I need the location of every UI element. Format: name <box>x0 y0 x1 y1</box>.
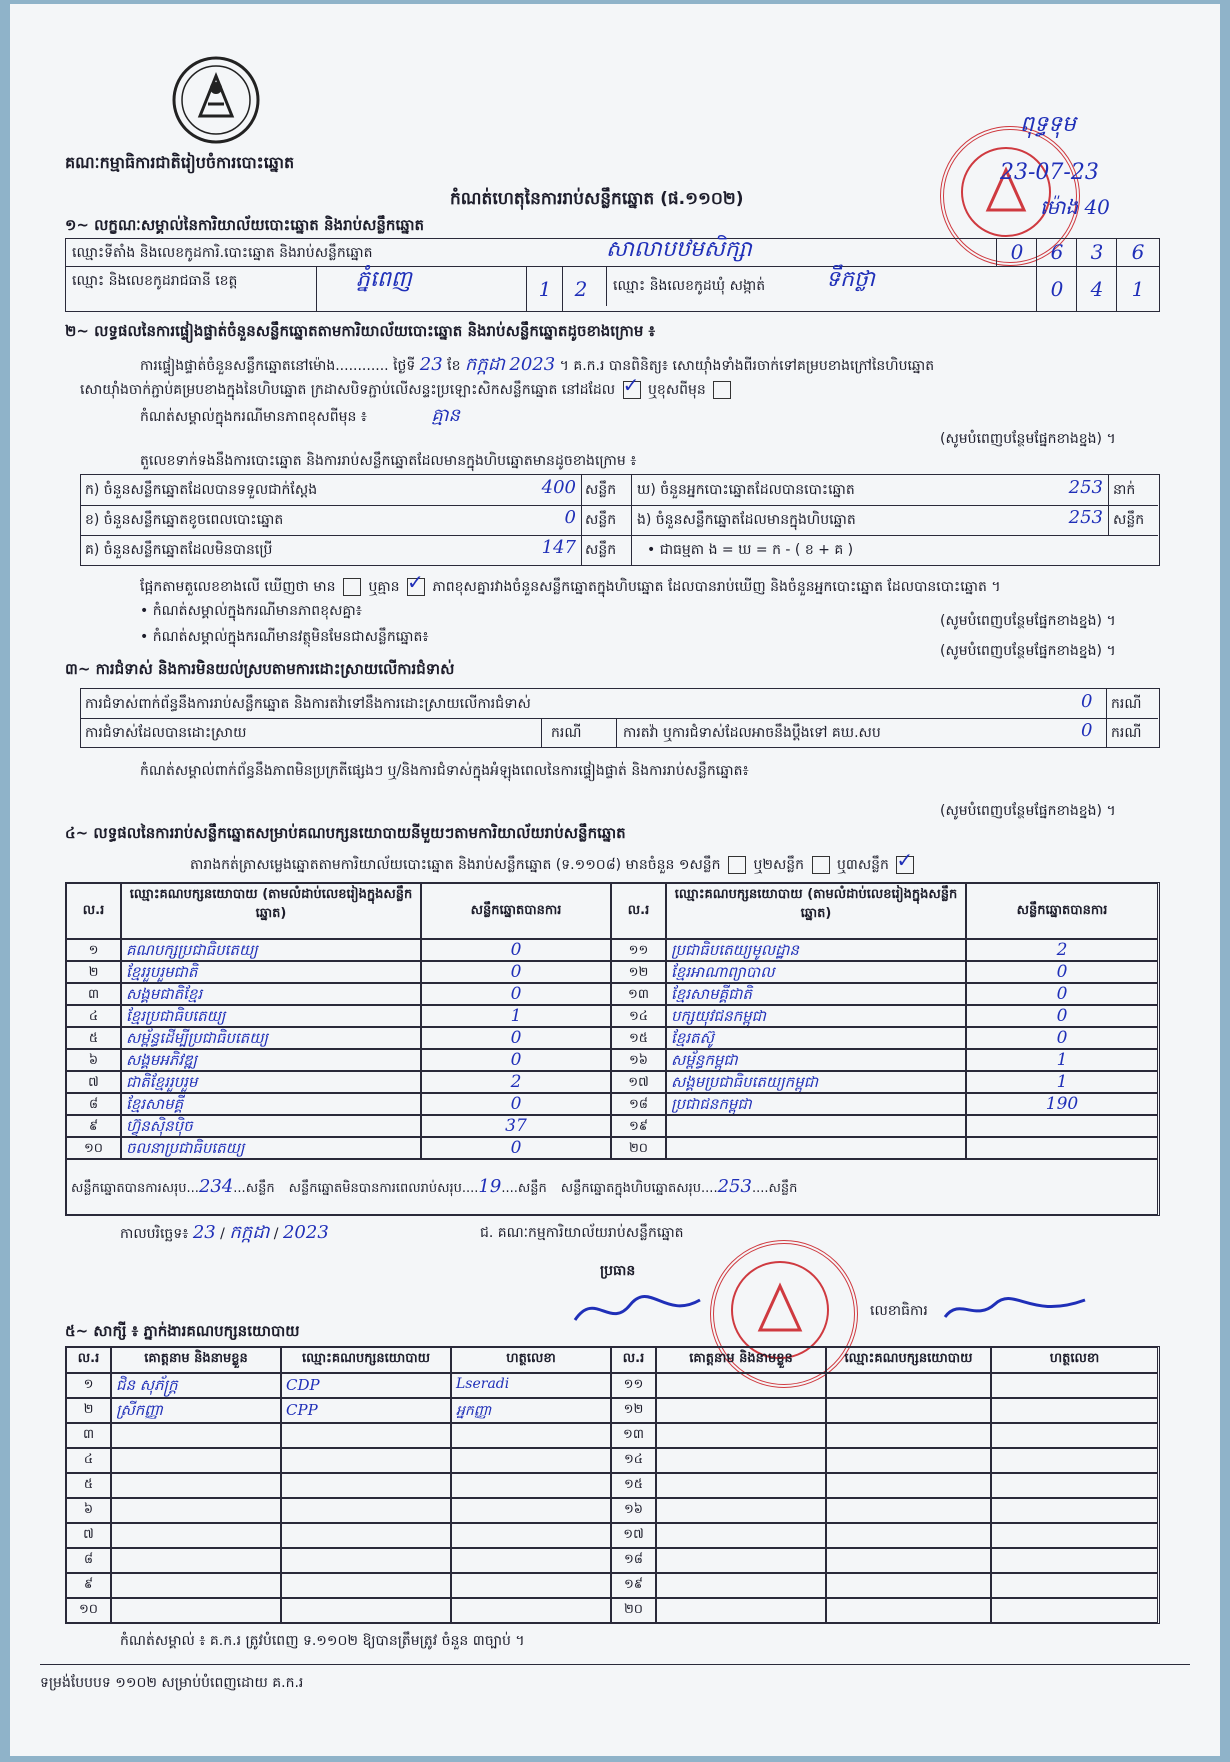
result-row-no: ៥ <box>66 1027 121 1049</box>
result-row-no: ៦ <box>66 1049 121 1071</box>
witness-row-name[interactable] <box>111 1523 281 1548</box>
witness-row-party[interactable] <box>281 1598 451 1623</box>
witness-row-no: ៧ <box>66 1523 111 1548</box>
witness-row-signature[interactable] <box>451 1448 611 1473</box>
president-label: ប្រធាន <box>600 1263 636 1279</box>
witness-row-signature[interactable] <box>991 1448 1158 1473</box>
objections-label: ការជំទាស់ពាក់ព័ន្ធនឹងការរាប់សន្លឹកឆ្នោត និងការតវ៉ាទៅនឹងការដោះស្រាយលើការជំទាស់ <box>85 696 531 712</box>
changed-checkbox[interactable] <box>713 381 731 399</box>
witness-row-signature[interactable]: អ្នកញ្ញា <box>451 1398 611 1423</box>
witness-row-name[interactable] <box>111 1548 281 1573</box>
result-row-no: ៩ <box>66 1115 121 1137</box>
witness-row-name[interactable] <box>656 1423 826 1448</box>
figures-table: ក) ចំនួនសន្លឹកឆ្នោតដែលបានទទួលជាក់ស្តែង 400 សន្លឹក ខ) ចំនួនសន្លឹកឆ្នោតខូចពេលបោះឆ្នោត 0 សន្លឹក គ) ចំនួនសន្លឹកឆ្នោតដែលមិនបានប្រើ 147 សន្លឹក ឃ) ចំនួនអ្នកបោះឆ្នោតដែលបានបោះឆ្នោត 253 នាក់ ង) ចំនួនសន្លឹកឆ្នោតដែលមានក្នុងហិបឆ្នោត 253 សន្លឹក • ជាធម្មតា ង = ឃ = ក - ( ខ + គ ) <box>80 474 1160 566</box>
in-box-value: 253 <box>1068 507 1103 528</box>
two-sheet-checkbox[interactable] <box>812 856 830 874</box>
result-row-votes: 1 <box>966 1049 1158 1071</box>
result-row-no: ៤ <box>66 1005 121 1027</box>
witness-row-no: ៥ <box>66 1473 111 1498</box>
witness-row-signature[interactable] <box>991 1473 1158 1498</box>
form-title: កំណត់ហេតុនៃការរាប់សន្លឹកឆ្នោត (ផ.១១០២) <box>450 189 744 209</box>
col-header-votes: សន្លឹកឆ្នោតបានការ <box>421 883 611 939</box>
result-row-no: ៧ <box>66 1071 121 1093</box>
witness-row-signature[interactable]: Lseradi <box>451 1373 611 1398</box>
province-code-digit: 2 <box>562 266 599 312</box>
section3-title: ៣~ ការជំទាស់ និងការមិនយល់ស្របតាមការដោះស្រាយលើការជំទាស់ <box>65 660 455 678</box>
footnote: កំណត់សម្គាល់ ៖ គ.ក.រ ត្រូវបំពេញ ទ.១១០២ ឱ្យបានត្រឹមត្រូវ ចំនួន ៣ច្បាប់ ។ <box>120 1633 525 1649</box>
witness-row-signature[interactable] <box>991 1548 1158 1573</box>
witness-row-name[interactable] <box>111 1423 281 1448</box>
witness-row-signature[interactable] <box>991 1523 1158 1548</box>
witness-header-party: ឈ្មោះគណបក្សនយោបាយ <box>826 1347 991 1373</box>
result-row-party: សង្គមអភិវឌ្ឍ <box>121 1049 421 1071</box>
witness-row-signature[interactable] <box>451 1598 611 1623</box>
result-row-votes: 0 <box>966 983 1158 1005</box>
voters-label: ឃ) ចំនួនអ្នកបោះឆ្នោតដែលបានបោះឆ្នោត <box>637 482 855 498</box>
org-name: គណៈកម្មាធិការជាតិរៀបចំការបោះឆ្នោត <box>65 153 295 172</box>
president-signature-icon <box>570 1290 710 1330</box>
witness-row-no: ២ <box>66 1398 111 1423</box>
resolved-label: ការជំទាស់ដែលបានដោះស្រាយ <box>85 725 247 741</box>
result-row-no: ៨ <box>66 1093 121 1115</box>
secretary-signature-icon <box>940 1292 1090 1328</box>
result-row-party: សង្គមជាតិខ្មែរ <box>121 983 421 1005</box>
witness-row-name[interactable] <box>656 1398 826 1423</box>
witness-row-party[interactable] <box>826 1523 991 1548</box>
witness-header-party: ឈ្មោះគណបក្សនយោបាយ <box>281 1347 451 1373</box>
section1-title: ១~ លក្ខណៈសម្គាល់នៃការិយាល័យបោះឆ្នោត និងរាប់សន្លឹកឆ្នោត <box>65 216 425 234</box>
witness-row-name[interactable] <box>656 1448 826 1473</box>
col-header-party: ឈ្មោះគណបក្សនយោបាយ (តាមលំដាប់លេខរៀងក្នុងសន្លឹកឆ្នោត) <box>666 883 966 939</box>
witness-row-signature[interactable] <box>991 1498 1158 1523</box>
witness-row-name[interactable] <box>111 1473 281 1498</box>
result-row-party: ខ្មែរអាណាព្យាបាល <box>666 961 966 983</box>
result-row-no: ១៧ <box>611 1071 666 1093</box>
station-code-digit: 6 <box>1036 239 1077 267</box>
result-row-votes: 2 <box>966 939 1158 961</box>
result-row-party: ខ្មែរសាមគ្គី <box>121 1093 421 1115</box>
witness-row-signature[interactable] <box>451 1473 611 1498</box>
result-row-votes: 190 <box>966 1093 1158 1115</box>
result-row-votes: 2 <box>421 1071 611 1093</box>
section4-title: ៤~ លទ្ធផលនៃការរាប់សន្លឹកឆ្នោតសម្រាប់គណបក្សនយោបាយនីមួយៗតាមការិយាល័យរាប់សន្លឹកឆ្នោត <box>65 824 626 842</box>
witness-row-name[interactable] <box>656 1548 826 1573</box>
bullet-difference: • កំណត់សម្គាល់ក្នុងករណីមានភាពខុសគ្នា៖ <box>140 603 362 619</box>
spoiled-label: ខ) ចំនួនសន្លឹកឆ្នោតខូចពេលបោះឆ្នោត <box>85 512 284 528</box>
result-row-no: ១១ <box>611 939 666 961</box>
witness-table <box>65 1346 1160 1624</box>
formula: • ជាធម្មតា ង = ឃ = ក - ( ខ + គ ) <box>647 542 854 558</box>
result-row-party: ប្រជាជនកម្ពុជា <box>666 1093 966 1115</box>
col-header-party: ឈ្មោះគណបក្សនយោបាយ (តាមលំដាប់លេខរៀងក្នុងសន្លឹកឆ្នោត) <box>121 883 421 939</box>
witness-row-signature[interactable] <box>451 1498 611 1523</box>
result-row-no: ១៣ <box>611 983 666 1005</box>
witness-row-name[interactable] <box>111 1573 281 1598</box>
result-row-votes: 0 <box>966 961 1158 983</box>
col-header-votes: សន្លឹកឆ្នោតបានការ <box>966 883 1158 939</box>
witness-row-no: ៦ <box>66 1498 111 1523</box>
result-row-party <box>666 1115 966 1137</box>
nec-emblem-icon <box>170 54 262 146</box>
witness-row-no: ១១ <box>611 1373 656 1398</box>
unused-label: គ) ចំនួនសន្លឹកឆ្នោតដែលមិនបានប្រើ <box>85 542 273 558</box>
commune-code-digit: 0 <box>1036 266 1077 312</box>
witness-row-no: ១៧ <box>611 1523 656 1548</box>
result-row-votes <box>966 1137 1158 1159</box>
witness-row-signature[interactable] <box>991 1423 1158 1448</box>
witness-row-no: ១៩ <box>611 1573 656 1598</box>
total-valid-value: 234 <box>198 1176 234 1197</box>
result-row-votes: 0 <box>966 1005 1158 1027</box>
stamp-emblem-icon <box>944 130 1068 254</box>
objections-table: ការជំទាស់ពាក់ព័ន្ធនឹងការរាប់សន្លឹកឆ្នោត និងការតវ៉ាទៅនឹងការដោះស្រាយលើការជំទាស់ 0 ករណី ការជំទាស់ដែលបានដោះស្រាយ ករណី ការតវ៉ា ឬការជំទាស់ដែលអាចនឹងប្តឹងទៅ គឃ.សប 0 ករណី <box>80 688 1160 748</box>
result-row-party: សម្ព័ន្ធកម្ពុជា <box>666 1049 966 1071</box>
difference-line: ផ្អែកតាមតួលេខខាងលើ ឃើញថា មាន ឬគ្មាន ✓ ភាពខុសគ្នារវាងចំនួនសន្លឹកឆ្នោតក្នុងហិបឆ្នោត ដែលបានរាប់ឃើញ និងចំនួនអ្នកបោះឆ្នោត ដែលបានបោះឆ្នោត ។ <box>140 578 1001 596</box>
station-label: ឈ្មោះទីតាំង និងលេខកូដការិ.បោះឆ្នោត និងរាប់សន្លឹកឆ្នោត <box>72 245 373 261</box>
result-row-party: ជាតិខ្មែររួបរួម <box>121 1071 421 1093</box>
witness-row-name[interactable] <box>656 1498 826 1523</box>
witness-header-name: គោត្តនាម និងនាមខ្លួន <box>111 1347 281 1373</box>
total-box-label: សន្លឹកឆ្នោតក្នុងហិបឆ្នោតសរុប <box>560 1181 702 1196</box>
witness-row-party[interactable] <box>826 1573 991 1598</box>
result-row-no: ១២ <box>611 961 666 983</box>
witness-row-party[interactable] <box>826 1423 991 1448</box>
result-row-party: បក្សយុវជនកម្ពុជា <box>666 1005 966 1027</box>
witness-row-name[interactable] <box>656 1573 826 1598</box>
witness-row-party[interactable] <box>826 1548 991 1573</box>
witness-row-name[interactable] <box>656 1598 826 1623</box>
witness-row-name[interactable] <box>111 1448 281 1473</box>
witness-row-party[interactable] <box>281 1573 451 1598</box>
station-name: សាលាបឋមសិក្សា <box>606 237 752 262</box>
witness-row-no: ១ <box>66 1373 111 1398</box>
station-code-digit: 6 <box>1116 239 1159 267</box>
province-code-digit: 1 <box>526 266 563 312</box>
result-row-votes: 0 <box>421 1093 611 1115</box>
result-row-party: ខ្មែរប្រជាធិបតេយ្យ <box>121 1005 421 1027</box>
three-sheet-checkbox[interactable] <box>896 856 914 874</box>
result-row-party: ខ្មែររួបរួមជាតិ <box>121 961 421 983</box>
commune-label: ឈ្មោះ និងលេខកូដឃុំ សង្កាត់ <box>606 266 765 306</box>
result-row-votes: 0 <box>966 1027 1158 1049</box>
witness-row-no: ១៨ <box>611 1548 656 1573</box>
result-row-party: ប្រជាធិបតេយ្យមូលដ្ឋាន <box>666 939 966 961</box>
result-row-no: ១៦ <box>611 1049 666 1071</box>
province-name: ភ្នំពេញ <box>356 267 412 292</box>
result-row-no: ១០ <box>66 1137 121 1159</box>
witness-row-no: ៩ <box>66 1573 111 1598</box>
witness-row-no: ១៣ <box>611 1423 656 1448</box>
result-row-votes: 0 <box>421 1137 611 1159</box>
received-value: 400 <box>541 477 576 498</box>
irregularity-note: កំណត់សម្គាល់ពាក់ព័ន្ធនឹងភាពមិនប្រក្រតីផ្សេងៗ ឬ/និងការជំទាស់ក្នុងអំឡុងពេលនៃការផ្ទៀងផ្ទាត់ និងការរាប់សន្លឹកឆ្នោត៖ <box>140 763 749 779</box>
result-row-votes: 37 <box>421 1115 611 1137</box>
witness-row-no: ១៦ <box>611 1498 656 1523</box>
difference-note-line: កំណត់សម្គាល់ក្នុងករណីមានភាពខុសពីមុន ៖ គ្មាន <box>140 405 460 426</box>
witness-header-no: ល.រ <box>611 1347 656 1373</box>
witness-row-signature[interactable] <box>991 1398 1158 1423</box>
stamp-note-1: ពុទ្ធទុម <box>1020 112 1076 137</box>
witness-row-name[interactable]: ស្រីកញ្ញា <box>111 1398 281 1423</box>
witness-row-party[interactable] <box>281 1523 451 1548</box>
witness-row-party[interactable] <box>281 1423 451 1448</box>
objections-value: 0 <box>1081 691 1093 712</box>
result-row-party: សង្គមប្រជាធិបតេយ្យកម្ពុជា <box>666 1071 966 1093</box>
ballot-count-report: គណៈកម្មាធិការជាតិរៀបចំការបោះឆ្នោត កំណត់ហេតុនៃការរាប់សន្លឹកឆ្នោត (ផ.១១០២) ពុទ្ធទុម 23-07-23 ម៉ោង 40 ១~ លក្ខណៈសម្គាល់នៃការិយាល័យបោះឆ្នោត និងរាប់សន្លឹកឆ្នោត ឈ្មោះទីតាំង និងលេខកូដការិ.បោះឆ្នោត និងរាប់សន្លឹកឆ្នោត សាលាបឋមសិក្សា ឈ្មោះ និងលេខកូដរាជធានី ខេត្ត ភ្នំពេញ 1 2 ឈ្មោះ និងលេខកូដឃុំ សង្កាត់ ទឹកថ្លា 0 6 3 6 0 4 1 ២~ លទ្ធផលនៃការផ្ទៀងផ្ទាត់ចំនួនសន្លឹកឆ្នោតតាមការិយាល័យបោះឆ្នោត និងរាប់សន្លឹកឆ្នោតដូចខាងក្រោម ៖ ការផ្ទៀងផ្ទាត់ចំនួនសន្លឹកឆ្នោតនៅម៉ោង............ ថ្ងៃទី 23 ខែ កក្កដា 2023 ។ គ.ក.រ បានពិនិត្យ៖ សោយ៉ាំងទាំងពីរចាក់ទៅគម្របខាងក្រៅនៃហិបឆ្នោត សោយ៉ាំងចាក់ភ្ជាប់គម្របខាងក្នុងនៃហិបឆ្នោត ក្រដាសបិទភ្ជាប់លើសន្ទះប្រឡោះសិកសន្លឹកឆ្នោត នៅដដែល ✓ ឬខុសពីមុន កំណត់សម្គាល់ក្នុងករណីមានភាពខុសពីមុន ៖ គ្មាន (សូមបំពេញបន្ថែមផ្នែកខាងខ្នង) ។ តួលេខទាក់ទងនឹងការបោះឆ្នោត និងការរាប់សន្លឹកឆ្នោតដែលមានក្នុងហិបឆ្នោតមានដូចខាងក្រោម ៖ ក) ចំនួនសន្លឹកឆ្នោតដែលបានទទួលជាក់ស្តែង 400 សន្លឹក ខ) ចំនួនសន្លឹកឆ្នោតខូចពេលបោះឆ្នោត 0 សន្លឹក គ) ចំនួនសន្លឹកឆ្នោតដែលមិនបានប្រើ 147 សន្លឹក ឃ) ចំនួនអ្នកបោះឆ្នោតដែលបានបោះឆ្នោត 253 នាក់ ង) ចំនួនសន្លឹកឆ្នោតដែលមានក្នុងហិបឆ្នោត 253 សន្លឹក • ជាធម្មតា ង = ឃ = ក - ( ខ + គ ) ផ្អែកតាមតួលេខខាងលើ ឃើញថា មាន ឬគ្មាន ✓ ភាពខុសគ្នារវាងចំនួនសន្លឹកឆ្នោតក្នុងហិបឆ្នោត ដែលបានរាប់ឃើញ និងចំនួនអ្នកបោះឆ្នោត ដែលបានបោះឆ្នោត ។ • កំណត់សម្គាល់ក្នុងករណីមានភាពខុសគ្នា៖ (សូមបំពេញបន្ថែមផ្នែកខាងខ្នង) ។ • កំណត់សម្គាល់ក្នុងករណីមានវត្ថុមិនមែនជាសន្លឹកឆ្នោត៖ (សូមបំពេញបន្ថែមផ្នែកខាងខ្នង) ។ ៣~ ការជំទាស់ និងការមិនយល់ស្របតាមការដោះស្រាយលើការជំទាស់ ការជំទាស់ពាក់ព័ន្ធនឹងការរាប់សន្លឹកឆ្នោត និងការតវ៉ាទៅនឹងការដោះស្រាយលើការជំទាស់ 0 ករណី ការជំទាស់ដែលបានដោះស្រាយ ករណី ការតវ៉ា ឬការជំទាស់ដែលអាចនឹងប្តឹងទៅ គឃ.សប 0 ករណី កំណត់សម្គាល់ពាក់ព័ន្ធនឹងភាពមិនប្រក្រតីផ្សេងៗ ឬ/និងការជំទាស់ក្នុងអំឡុងពេលនៃការផ្ទៀងផ្ទាត់ និងការរាប់សន្លឹកឆ្នោត៖ (សូមបំពេញបន្ថែមផ្នែកខាងខ្នង) ។ ៤~ លទ្ធផលនៃការរាប់សន្លឹកឆ្នោតសម្រាប់គណបក្សនយោបាយនីមួយៗតាមការិយាល័យរាប់សន្លឹកឆ្នោត តារាងកត់ត្រាសម្លេងឆ្នោតតាមការិយាល័យបោះឆ្នោត និងរាប់សន្លឹកឆ្នោត (ទ.១១០៨) មានចំនួន ១សន្លឹក ឬ២សន្លឹក ឬ៣សន្លឹក ✓ ល.រ ឈ្មោះគណបក្សនយោបាយ (តាមលំដាប់លេខរៀងក្នុងសន្លឹកឆ្នោត) សន្លឹកឆ្នោតបានការ ១ គណបក្សប្រជាធិបតេយ្យ 0 ២ ខ្មែររួបរួមជាតិ 0 ៣ សង្គមជាតិខ្មែរ 0 ៤ ខ្មែរប្រជាធិបតេយ្យ 1 ៥ សម្ព័ន្ធដើម្បីប្រជាធិបតេយ្យ 0 ៦ សង្គមអភិវឌ្ឍ 0 ៧ ជាតិខ្មែររួបរួម 2 ៨ ខ្មែរសាមគ្គី 0 ៩ ហ៊្វុនស៊ិនប៉ិច 37 ១០ ចលនាប្រជាធិបតេយ្យ 0 ល.រ ឈ្មោះគណបក្សនយោបាយ (តាមលំដាប់លេខរៀងក្នុងសន្លឹកឆ្នោត) សន្លឹកឆ្នោតបានការ ១១ ប្រជាធិបតេយ្យមូលដ្ឋាន 2 ១២ ខ្មែរអាណាព្យាបាល 0 ១៣ ខ្មែរសាមគ្គីជាតិ 0 ១៤ បក្សយុវជនកម្ពុជា 0 ១៥ ខ្មែរតស៊ូ 0 ១៦ សម្ព័ន្ធកម្ពុជា 1 ១៧ សង្គមប្រជាធិបតេយ្យកម្ពុជា 1 ១៨ ប្រជាជនកម្ពុជា 190 ១៩ ២០ សន្លឹកឆ្នោតបានការសរុប...234...សន្លឹក សន្លឹកឆ្នោតមិនបានការពេលរាប់សរុប....19....សន្លឹក សន្លឹកឆ្នោតក្នុងហិបឆ្នោតសរុប....253....សន្លឹក កាលបរិច្ឆេទ៖ 23 / កក្កដា / 2023 ជ. គណៈកម្មការិយាល័យរាប់សន្លឹកឆ្នោត ប្រធាន លេខាធិការ ៥~ សាក្សី ៖ ភ្នាក់ងារគណបក្សនយោបាយ ល.រ គោត្តនាម និងនាមខ្លួន ឈ្មោះគណបក្សនយោបាយ ហត្ថលេខា ១ ជិន សុភ័ក្ត្រ CDP Lseradi ២ ស្រីកញ្ញា CPP អ្នកញ្ញា ៣ ៤ ៥ ៦ ៧ ៨ ៩ ១០ ល.រ គោត្តនាម និងនាមខ្លួន ឈ្មោះគណបក្សនយោបាយ ហត្ថលេខា ១១ ១២ ១៣ ១៤ ១៥ ១៦ ១៧ ១៨ ១៩ ២០ កំណត់សម្គាល់ ៖ គ.ក.រ ត្រូវបំពេញ ទ.១១០២ ឱ្យបានត្រឹមត្រូវ ចំនួន ៣ច្បាប់ ។ ទម្រង់បែបបទ ១១០២ សម្រាប់បំពេញដោយ គ.ក.រ <box>10 4 1220 1756</box>
witness-row-no: ១៥ <box>611 1473 656 1498</box>
spoiled-value: 0 <box>564 507 576 528</box>
section1-table <box>65 238 1160 312</box>
witness-row-party[interactable]: CDP <box>281 1373 451 1398</box>
result-row-party <box>666 1137 966 1159</box>
witness-row-signature[interactable] <box>451 1423 611 1448</box>
witness-row-no: ១២ <box>611 1398 656 1423</box>
witness-row-party[interactable] <box>826 1473 991 1498</box>
witness-row-signature[interactable] <box>991 1373 1158 1398</box>
witness-row-no: ៤ <box>66 1448 111 1473</box>
witness-row-signature[interactable] <box>451 1523 611 1548</box>
committee-label: ជ. គណៈកម្មការិយាល័យរាប់សន្លឹកឆ្នោត <box>480 1225 684 1241</box>
fill-note-1: (សូមបំពេញបន្ថែមផ្នែកខាងខ្នង) ។ <box>940 431 1116 447</box>
witness-row-party[interactable] <box>281 1473 451 1498</box>
result-row-votes: 0 <box>421 1027 611 1049</box>
result-row-votes: 0 <box>421 1049 611 1071</box>
province-label: ឈ្មោះ និងលេខកូដរាជធានី ខេត្ត <box>72 273 238 289</box>
witness-row-signature[interactable] <box>991 1598 1158 1623</box>
section5-title: ៥~ សាក្សី ៖ ភ្នាក់ងារគណបក្សនយោបាយ <box>65 1322 300 1340</box>
result-row-party: ចលនាប្រជាធិបតេយ្យ <box>121 1137 421 1159</box>
result-row-party: គណបក្សប្រជាធិបតេយ្យ <box>121 939 421 961</box>
voters-value: 253 <box>1068 477 1103 498</box>
result-row-votes: 0 <box>421 961 611 983</box>
col-header-no: ល.រ <box>611 883 666 939</box>
received-label: ក) ចំនួនសន្លឹកឆ្នោតដែលបានទទួលជាក់ស្តែង <box>85 482 318 498</box>
totals-row: សន្លឹកឆ្នោតបានការសរុប...234...សន្លឹក សន្លឹកឆ្នោតមិនបានការពេលរាប់សរុប....19....សន្លឹក សន្លឹកឆ្នោតក្នុងហិបឆ្នោតសរុប....253....សន្លឹក <box>66 1159 1158 1215</box>
total-invalid-label: សន្លឹកឆ្នោតមិនបានការពេលរាប់សរុប <box>288 1181 462 1196</box>
form-footer: ទម្រង់បែបបទ ១១០២ សម្រាប់បំពេញដោយ គ.ក.រ <box>40 1675 304 1691</box>
witness-row-party[interactable]: CPP <box>281 1398 451 1423</box>
results-table <box>65 882 1160 1216</box>
witness-row-party[interactable] <box>281 1448 451 1473</box>
commune-code-digit: 4 <box>1076 266 1117 312</box>
no-difference-checkbox[interactable] <box>407 578 425 596</box>
col-header-no: ល.រ <box>66 883 121 939</box>
figures-intro: តួលេខទាក់ទងនឹងការបោះឆ្នោត និងការរាប់សន្លឹកឆ្នោតដែលមានក្នុងហិបឆ្នោតមានដូចខាងក្រោម ៖ <box>140 453 637 469</box>
commune-code-digit: 1 <box>1116 266 1159 312</box>
witness-row-name[interactable] <box>656 1373 826 1398</box>
verify-line-2: សោយ៉ាំងចាក់ភ្ជាប់គម្របខាងក្នុងនៃហិបឆ្នោត ក្រដាសបិទភ្ជាប់លើសន្ទះប្រឡោះសិកសន្លឹកឆ្នោត នៅដដែល ✓ ឬខុសពីមុន <box>80 381 734 399</box>
same-checkbox[interactable] <box>623 381 641 399</box>
total-invalid-value: 19 <box>478 1176 502 1197</box>
witness-row-no: ៨ <box>66 1548 111 1573</box>
result-row-no: ១៥ <box>611 1027 666 1049</box>
result-row-party: ខ្មែរតស៊ូ <box>666 1027 966 1049</box>
total-box-value: 253 <box>717 1176 752 1197</box>
result-row-no: ១ <box>66 939 121 961</box>
result-row-votes <box>966 1115 1158 1137</box>
station-code-digit: 3 <box>1076 239 1117 267</box>
in-box-label: ង) ចំនួនសន្លឹកឆ្នោតដែលមានក្នុងហិបឆ្នោត <box>637 512 856 528</box>
secretary-label: លេខាធិការ <box>870 1303 928 1319</box>
result-row-votes: 1 <box>421 1005 611 1027</box>
result-row-votes: 1 <box>966 1071 1158 1093</box>
witness-header-name: គោត្តនាម និងនាមខ្លួន <box>656 1347 826 1373</box>
commune-name: ទឹកថ្លា <box>826 267 875 292</box>
witness-header-sign: ហត្ថលេខា <box>451 1347 611 1373</box>
section2-title: ២~ លទ្ធផលនៃការផ្ទៀងផ្ទាត់ចំនួនសន្លឹកឆ្នោតតាមការិយាល័យបោះឆ្នោត និងរាប់សន្លឹកឆ្នោតដូចខាងក្រោម ៖ <box>65 322 656 340</box>
one-sheet-checkbox[interactable] <box>728 856 746 874</box>
witness-row-party[interactable] <box>826 1398 991 1423</box>
station-code-digit: 0 <box>996 239 1037 267</box>
witness-row-signature[interactable] <box>451 1573 611 1598</box>
result-row-no: ១៩ <box>611 1115 666 1137</box>
has-difference-checkbox[interactable] <box>343 578 361 596</box>
witness-row-party[interactable] <box>826 1498 991 1523</box>
verify-line-1: ការផ្ទៀងផ្ទាត់ចំនួនសន្លឹកឆ្នោតនៅម៉ោង............ ថ្ងៃទី 23 ខែ កក្កដា 2023 ។ គ.ក.រ បានពិនិត្យ៖ សោយ៉ាំងទាំងពីរចាក់ទៅគម្របខាងក្រៅនៃហិបឆ្នោត <box>140 354 935 375</box>
witness-row-party[interactable] <box>281 1548 451 1573</box>
stamp-note-date: 23-07-23 <box>1000 160 1099 185</box>
unused-value: 147 <box>541 537 576 558</box>
witness-row-name[interactable] <box>656 1523 826 1548</box>
witness-row-name[interactable] <box>656 1473 826 1498</box>
witness-row-no: ១៤ <box>611 1448 656 1473</box>
witness-row-party[interactable] <box>826 1448 991 1473</box>
witness-row-no: ៣ <box>66 1423 111 1448</box>
appeal-label: ការតវ៉ា ឬការជំទាស់ដែលអាចនឹងប្តឹងទៅ គឃ.សប <box>623 725 881 741</box>
witness-row-party[interactable] <box>826 1598 991 1623</box>
result-row-party: ខ្មែរសាមគ្គីជាតិ <box>666 983 966 1005</box>
result-row-no: ២០ <box>611 1137 666 1159</box>
result-row-votes: 0 <box>421 983 611 1005</box>
witness-header-sign: ហត្ថលេខា <box>991 1347 1158 1373</box>
result-row-no: ៣ <box>66 983 121 1005</box>
witness-row-party[interactable] <box>281 1498 451 1523</box>
result-row-no: ១៤ <box>611 1005 666 1027</box>
witness-header-no: ល.រ <box>66 1347 111 1373</box>
result-row-votes: 0 <box>421 939 611 961</box>
witness-row-signature[interactable] <box>991 1573 1158 1598</box>
stamp-note-time: ម៉ោង 40 <box>1040 195 1110 219</box>
appeal-value: 0 <box>1081 720 1093 741</box>
witness-row-signature[interactable] <box>451 1548 611 1573</box>
tally-sheet-line: តារាងកត់ត្រាសម្លេងឆ្នោតតាមការិយាល័យបោះឆ្នោត និងរាប់សន្លឹកឆ្នោត (ទ.១១០៨) មានចំនួន ១សន្លឹក ឬ២សន្លឹក ឬ៣សន្លឹក ✓ <box>190 856 917 874</box>
result-row-no: ២ <box>66 961 121 983</box>
signing-date: កាលបរិច្ឆេទ៖ 23 / កក្កដា / 2023 <box>120 1222 329 1243</box>
witness-row-no: ១០ <box>66 1598 111 1623</box>
witness-row-no: ២០ <box>611 1598 656 1623</box>
bullet-foreign-object: • កំណត់សម្គាល់ក្នុងករណីមានវត្ថុមិនមែនជាសន្លឹកឆ្នោត៖ <box>140 629 429 645</box>
witness-row-party[interactable] <box>826 1373 991 1398</box>
result-row-party: សម្ព័ន្ធដើម្បីប្រជាធិបតេយ្យ <box>121 1027 421 1049</box>
witness-row-name[interactable] <box>111 1598 281 1623</box>
total-valid-label: សន្លឹកឆ្នោតបានការសរុប <box>71 1181 187 1196</box>
witness-row-name[interactable] <box>111 1498 281 1523</box>
result-row-no: ១៨ <box>611 1093 666 1115</box>
result-row-party: ហ៊្វុនស៊ិនប៉ិច <box>121 1115 421 1137</box>
witness-row-name[interactable]: ជិន សុភ័ក្ត្រ <box>111 1373 281 1398</box>
